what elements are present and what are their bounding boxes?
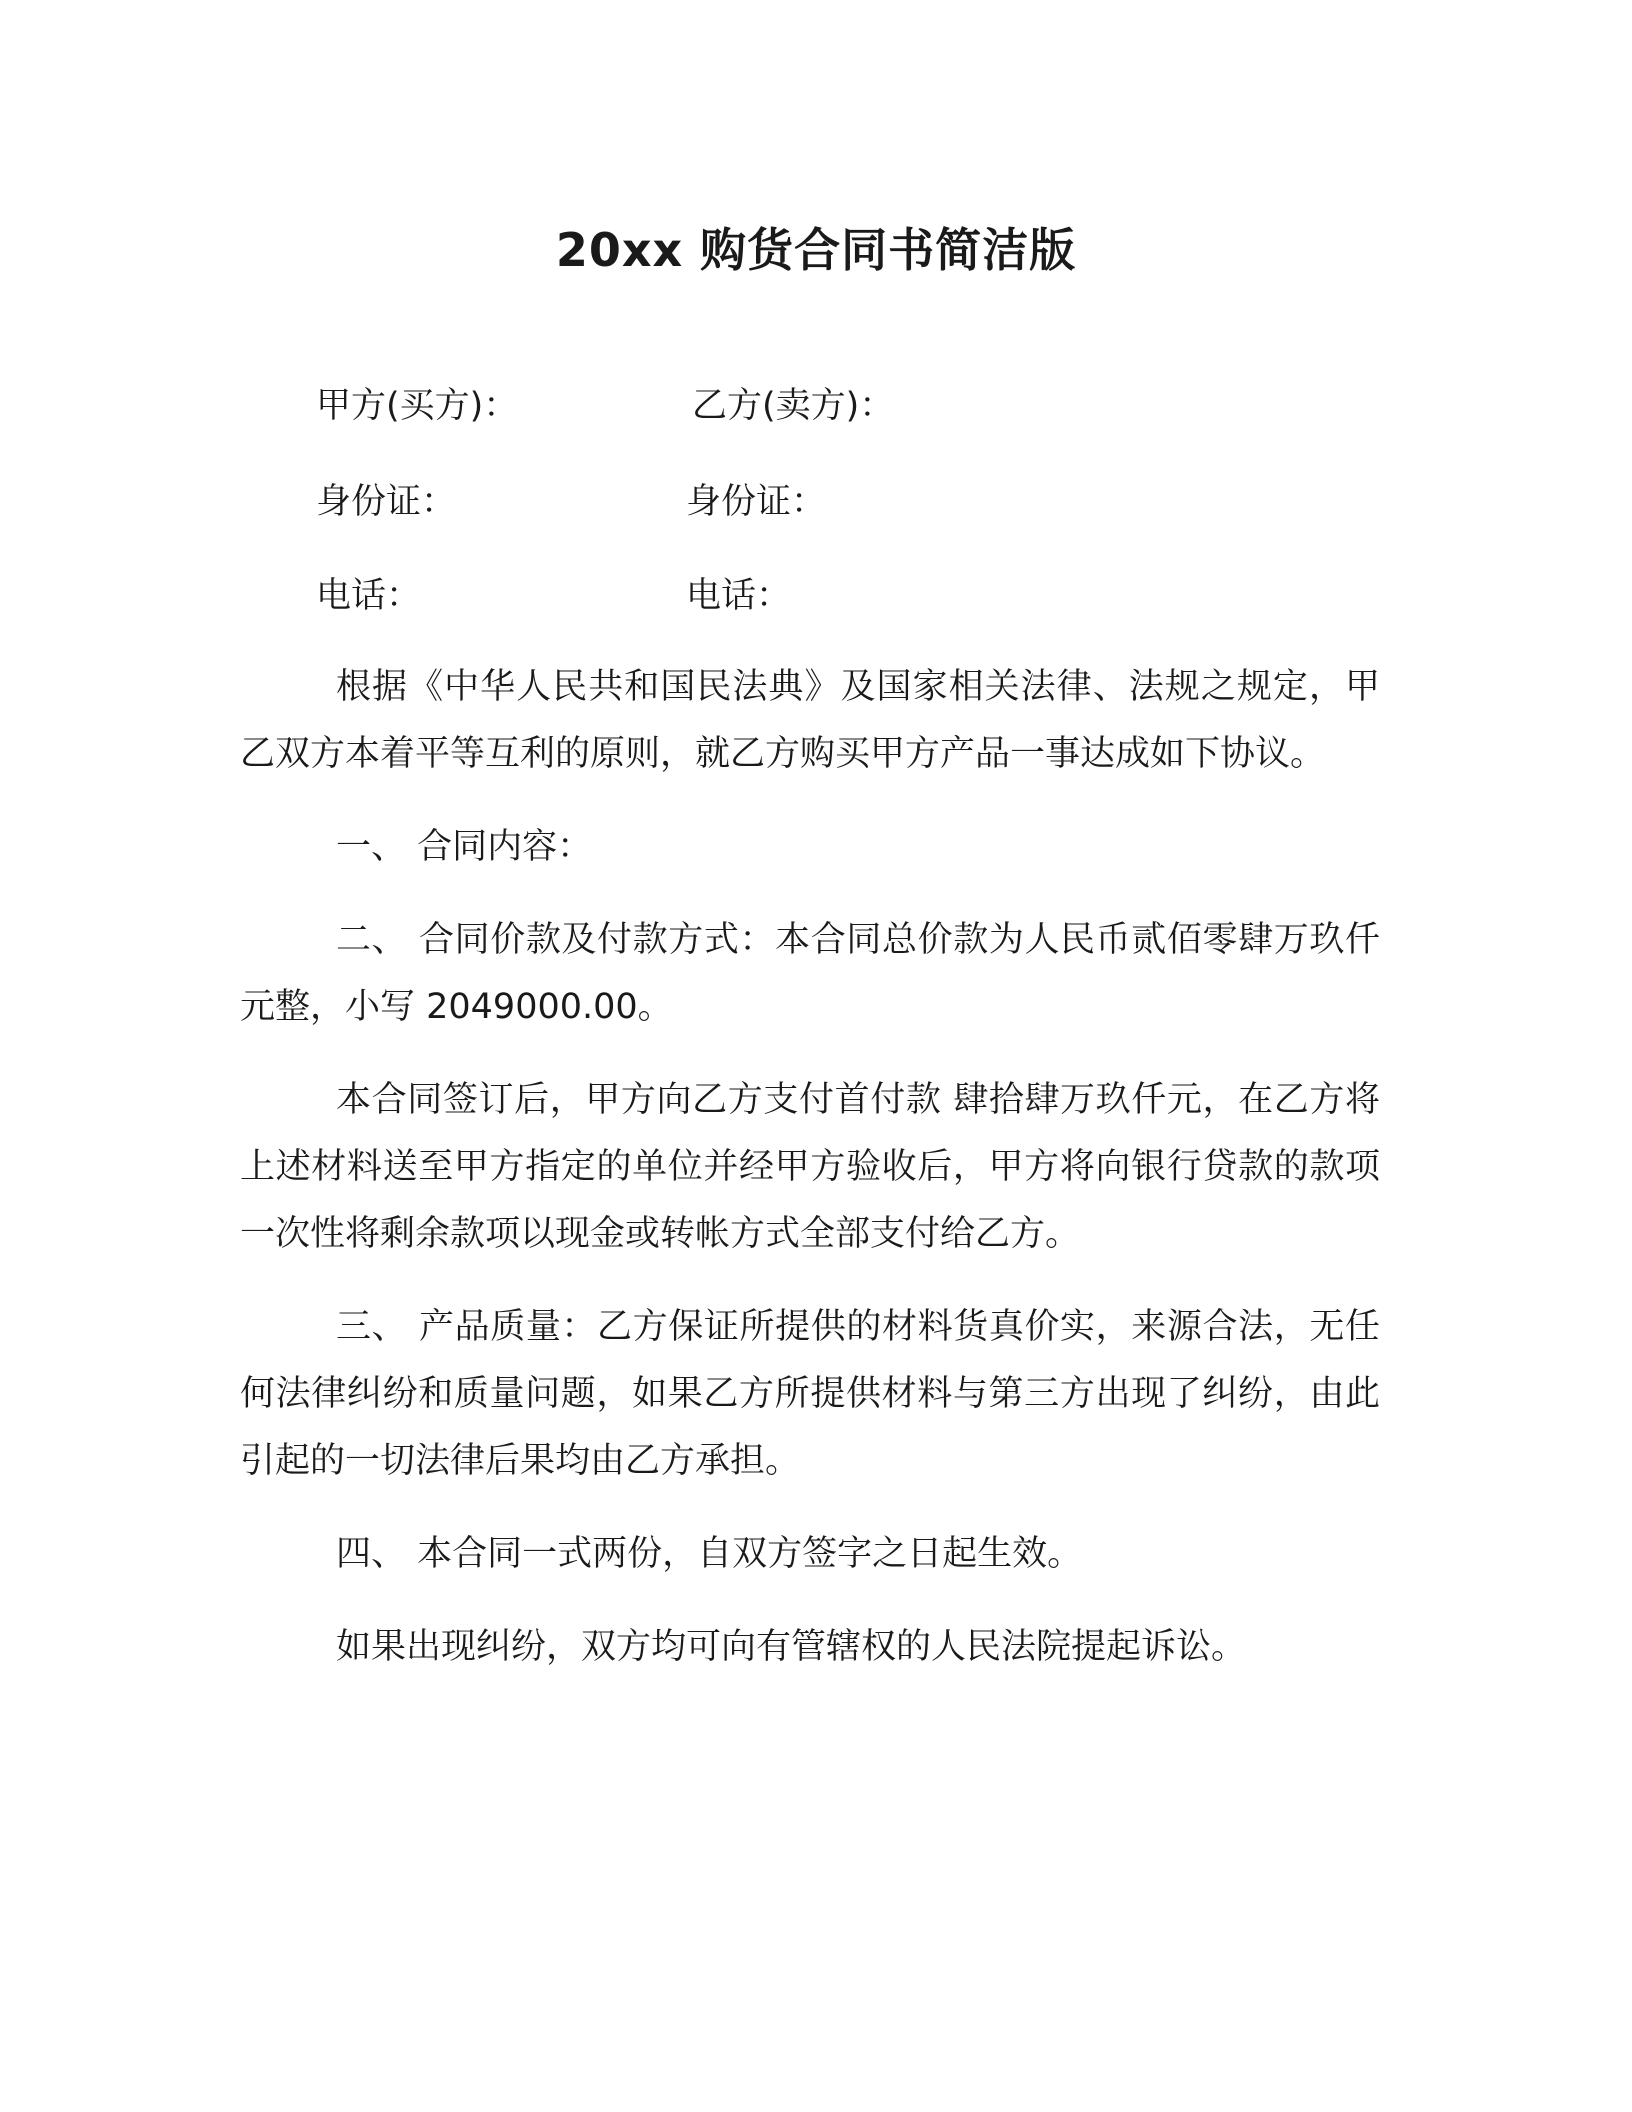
- party-a-label: 甲方(买方)：: [316, 386, 519, 426]
- party-a-phone-label: 电话：: [316, 576, 422, 616]
- dispute-resolution-paragraph: 如果出现纠纷，双方均可向有管辖权的人民法院提起诉讼。: [336, 1627, 1247, 1667]
- party-row: [0, 380, 1632, 432]
- party-b-label: 乙方(卖方)：: [692, 386, 895, 426]
- contract-body: [240, 654, 1380, 1681]
- document-title: 20xx 购货合同书简洁版: [555, 223, 1077, 277]
- party-a-id-label: 身份证：: [316, 482, 457, 522]
- clause-3-product-quality: 三、 产品质量：乙方保证所提供的材料货真价实，来源合法，无任何法律纠纷和质量问题，如果乙方所提供材料与第三方出现了纠纷，由此引起的一切法律后果均由乙方承担。: [240, 1307, 1380, 1481]
- phone-row: [0, 570, 1632, 622]
- payment-details-paragraph: 本合同签订后，甲方向乙方支付首付款 肆拾肆万玖仟元，在乙方将上述材料送至甲方指定的单位并经甲方验收后，甲方将向银行贷款的款项一次性将剩余款项以现金或转帐方式全部支付给乙方。: [240, 1080, 1380, 1254]
- party-b-phone-label: 电话：: [686, 576, 792, 616]
- clause-1-contract-content: 一、 合同内容：: [336, 827, 593, 867]
- preamble-paragraph: 根据《中华人民共和国民法典》及国家相关法律、法规之规定，甲乙双方本着平等互利的原则，就乙方购买甲方产品一事达成如下协议。: [240, 667, 1380, 774]
- clause-2-price-payment: 二、 合同价款及付款方式：本合同总价款为人民币贰佰零肆万玖仟元整，小写 2049000.00。: [240, 920, 1380, 1027]
- clause-4-effectiveness: 四、 本合同一式两份，自双方签字之日起生效。: [336, 1534, 1083, 1574]
- party-b-id-label: 身份证：: [686, 482, 827, 522]
- id-row: [0, 476, 1632, 528]
